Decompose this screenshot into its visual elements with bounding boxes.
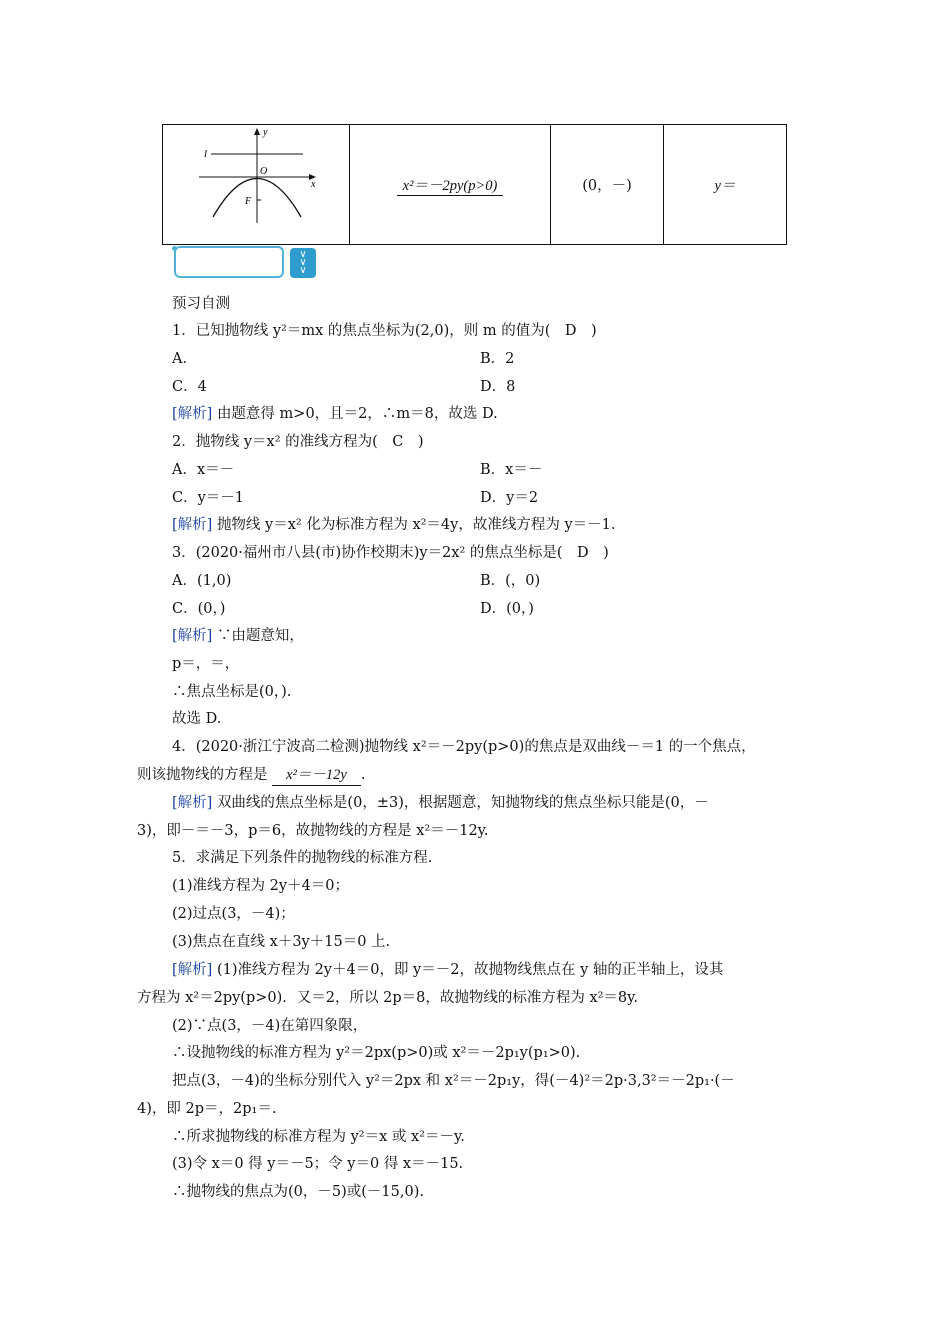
analysis-tag: [解析] bbox=[172, 628, 213, 644]
parabola-table bbox=[162, 124, 787, 245]
y-axis-label: y bbox=[263, 127, 268, 138]
q3-analysis-2: p＝，＝， bbox=[172, 656, 240, 672]
focus-cell bbox=[551, 125, 664, 245]
q5-condition-1: (1)准线方程为 2y＋4＝0； bbox=[172, 878, 350, 894]
q3-option-a: A．(1,0) bbox=[172, 573, 232, 589]
q1-option-a: A． bbox=[172, 351, 197, 367]
q1-option-b: B．2 bbox=[480, 351, 515, 367]
parabola-graph bbox=[163, 125, 349, 240]
q1-analysis: [解析] 由题意得 m>0，且＝2，∴m＝8，故选 D. bbox=[172, 406, 498, 422]
q5-condition-3: (3)焦点在直线 x＋3y＋15＝0 上. bbox=[172, 934, 391, 950]
focus-text: (0，－) bbox=[582, 178, 632, 194]
analysis-tag: [解析] bbox=[172, 962, 213, 978]
q3-analysis-3: ∴焦点坐标是(0，). bbox=[172, 684, 292, 700]
q3-analysis-4: 故选 D. bbox=[172, 711, 222, 727]
q5-condition-2: (2)过点(3，－4)； bbox=[172, 906, 295, 922]
analysis-tag: [解析] bbox=[172, 406, 213, 422]
q4-analysis-2: 3)，即－＝－3，p＝6，故抛物线的方程是 x²＝－12y. bbox=[137, 823, 489, 839]
q5-analysis-1: [解析] (1)准线方程为 2y＋4＝0，即 y＝－2，故抛物线焦点在 y 轴的正半轴上，设其 bbox=[172, 962, 724, 978]
section-badge bbox=[174, 246, 284, 278]
section-title: 预习自测 bbox=[172, 296, 230, 312]
q1-option-d: D．8 bbox=[480, 379, 516, 395]
q5-analysis-9: ∴抛物线的焦点为(0，－5)或(－15,0). bbox=[172, 1184, 424, 1200]
q1-option-c: C．4 bbox=[172, 379, 207, 395]
analysis-tag: [解析] bbox=[172, 517, 213, 533]
q4-stem-2: 则该抛物线的方程是 x²＝－12y . bbox=[137, 765, 365, 786]
q5-analysis-2: 方程为 x²＝2py(p>0)．又＝2，所以 2p＝8，故抛物线的标准方程为 x²＝8y. bbox=[137, 990, 639, 1006]
q1-stem: 1．已知抛物线 y²＝mx 的焦点坐标为(2,0)，则 m 的值为( D ) bbox=[172, 323, 597, 339]
q2-analysis: [解析] 抛物线 y＝x² 化为标准方程为 x²＝4y，故准线方程为 y＝－1. bbox=[172, 517, 616, 533]
q5-analysis-7: ∴所求抛物线的标准方程为 y²＝x 或 x²＝－y. bbox=[172, 1129, 465, 1145]
origin-label: O bbox=[260, 166, 268, 177]
focus-label: F bbox=[245, 196, 252, 207]
q2-option-a: A．x＝－ bbox=[172, 462, 235, 478]
q5-analysis-3: (2)∵点(3，－4)在第四象限， bbox=[172, 1018, 368, 1034]
chevron-down-icon: ∨ ∨ ∨ bbox=[290, 248, 316, 278]
q2-option-d: D．y＝2 bbox=[480, 490, 539, 506]
q2-stem: 2．抛物线 y＝x² 的准线方程为( C ) bbox=[172, 434, 424, 450]
directrix-cell bbox=[664, 125, 787, 245]
q5-analysis-8: (3)令 x＝0 得 y＝－5；令 y＝0 得 x＝－15. bbox=[172, 1156, 464, 1172]
q3-analysis-1: [解析] ∵由题意知， bbox=[172, 628, 304, 644]
equation-text: x²＝－2py(p>0) bbox=[397, 174, 504, 196]
q5-stem: 5．求满足下列条件的抛物线的标准方程. bbox=[172, 850, 433, 866]
q3-stem: 3．(2020·福州市八县(市)协作校期末)y＝2x² 的焦点坐标是( D ) bbox=[172, 545, 609, 561]
q5-analysis-6: 4)，即 2p＝，2p₁＝. bbox=[137, 1101, 277, 1117]
directrix-text: y＝ bbox=[714, 178, 736, 194]
directrix-label: l bbox=[204, 148, 208, 160]
q4-answer: x²＝－12y bbox=[272, 765, 361, 786]
q3-option-c: C．(0，) bbox=[172, 601, 226, 617]
q4-analysis-1: [解析] 双曲线的焦点坐标是(0，±3)，根据题意，知抛物线的焦点坐标只能是(0，－ bbox=[172, 795, 709, 811]
graph-cell bbox=[163, 125, 350, 245]
q4-stem-1: 4．(2020·浙江宁波高二检测)抛物线 x²＝－2py(p>0)的焦点是双曲线－＝1 的一个焦点， bbox=[172, 739, 756, 755]
q2-option-c: C．y＝－1 bbox=[172, 490, 245, 506]
x-axis-label: x bbox=[311, 179, 316, 190]
analysis-tag: [解析] bbox=[172, 795, 213, 811]
q3-option-b: B．(，0) bbox=[480, 573, 541, 589]
q3-option-d: D．(0，) bbox=[480, 601, 534, 617]
equation-cell bbox=[350, 125, 551, 245]
q2-option-b: B．x＝－ bbox=[480, 462, 543, 478]
q5-analysis-5: 把点(3，－4)的坐标分别代入 y²＝2px 和 x²＝－2p₁y，得(－4)²＝2p·3,3²＝－2p₁·(－ bbox=[172, 1073, 735, 1089]
q5-analysis-4: ∴设抛物线的标准方程为 y²＝2px(p>0)或 x²＝－2p₁y(p₁>0). bbox=[172, 1045, 581, 1061]
